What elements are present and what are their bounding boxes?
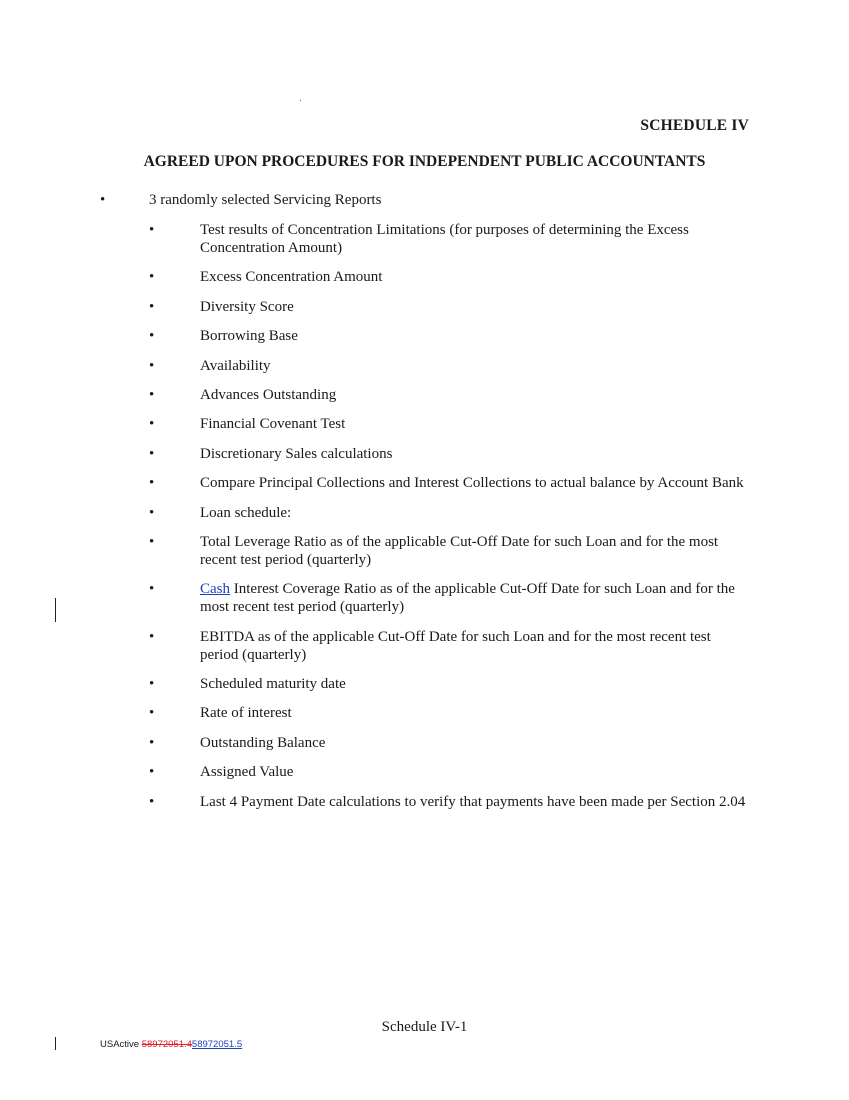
list-item <box>149 533 749 569</box>
bullet: • <box>149 328 155 345</box>
bullet: • <box>149 269 155 286</box>
list-item <box>149 298 749 316</box>
list-item-text: Assigned Value <box>200 764 294 781</box>
list-item-text: Scheduled maturity date <box>200 676 346 693</box>
list-item-text: Test results of Concentration Limitations (for purposes of determining the Excess Concentration Amount) <box>200 222 689 256</box>
list-item-text: Rate of interest <box>200 705 292 722</box>
bullet: • <box>149 298 155 315</box>
bullet: • <box>149 676 155 693</box>
list-item-text: EBITDA as of the applicable Cut-Off Date for such Loan and for the most recent test period (quarterly) <box>200 628 711 663</box>
list-item <box>149 580 749 616</box>
page-title: AGREED UPON PROCEDURES FOR INDEPENDENT PUBLIC ACCOUNTANTS <box>143 153 706 170</box>
document-id <box>100 1039 242 1050</box>
document-id-prefix: USActive <box>100 1039 142 1050</box>
list-item-text: Borrowing Base <box>200 328 298 345</box>
list-item <box>149 704 749 722</box>
list-item <box>149 763 749 781</box>
bullet: • <box>149 793 155 810</box>
list-item <box>149 415 749 433</box>
list-item-text: Loan schedule: <box>200 504 292 521</box>
list-item-text: Compare Principal Collections and Interest Collections to actual balance by Account Bank <box>200 475 744 492</box>
bullet: • <box>149 581 155 598</box>
bullet: • <box>149 734 155 751</box>
list-item-text: Outstanding Balance <box>200 734 326 751</box>
top-level-item-text: 3 randomly selected Servicing Reports <box>149 192 382 208</box>
cash-link[interactable]: Cash <box>200 581 230 598</box>
list-item-text: Availability <box>200 357 271 374</box>
schedule-heading: SCHEDULE IV <box>640 117 749 134</box>
list-item-text: Discretionary Sales calculations <box>200 445 393 462</box>
bullet: • <box>149 705 155 722</box>
list-item-text: Financial Covenant Test <box>200 416 346 433</box>
bullet: • <box>149 533 155 550</box>
list-item-text: Total Leverage Ratio as of the applicable Cut-Off Date for such Loan and for the most recent test period (quarterly) <box>200 533 719 568</box>
list-item <box>149 221 749 257</box>
inserted-doc-id: 58972051.5 <box>191 1039 243 1050</box>
list-item <box>149 474 749 492</box>
bullet: • <box>149 628 155 645</box>
list-item-text: Diversity Score <box>200 298 294 315</box>
list-item <box>149 793 749 811</box>
bullet: • <box>149 504 155 521</box>
list-item <box>149 628 749 664</box>
list-item-text: Last 4 Payment Date calculations to verify that payments have been made per Section 2.04 <box>200 793 746 810</box>
bullet: • <box>149 357 155 374</box>
list-item <box>149 327 749 345</box>
list-item <box>149 445 749 463</box>
list-item-text: Advances Outstanding <box>200 386 337 403</box>
bullet: • <box>149 416 155 433</box>
list-item <box>149 268 749 286</box>
bullet: • <box>149 445 155 462</box>
bullet: • <box>149 386 155 403</box>
bullet: • <box>100 192 106 208</box>
procedure-list <box>149 221 749 822</box>
list-item <box>149 386 749 404</box>
revision-change-bar <box>55 1037 56 1050</box>
list-item-text: Interest Coverage Ratio as of the applicable Cut-Off Date for such Loan and for the most recent test period (quarterly) <box>200 581 735 616</box>
list-item <box>149 675 749 693</box>
list-item-text: Excess Concentration Amount <box>200 269 383 286</box>
bullet: • <box>149 475 155 492</box>
list-item <box>149 357 749 375</box>
page-number: Schedule IV-1 <box>381 1019 468 1035</box>
deleted-doc-id: 58972051.4 <box>141 1039 192 1050</box>
bullet: • <box>149 764 155 781</box>
stray-dot-mark <box>300 100 301 101</box>
revision-change-bar <box>55 598 56 622</box>
list-item <box>149 734 749 752</box>
list-item <box>149 504 749 522</box>
bullet: • <box>149 222 155 238</box>
